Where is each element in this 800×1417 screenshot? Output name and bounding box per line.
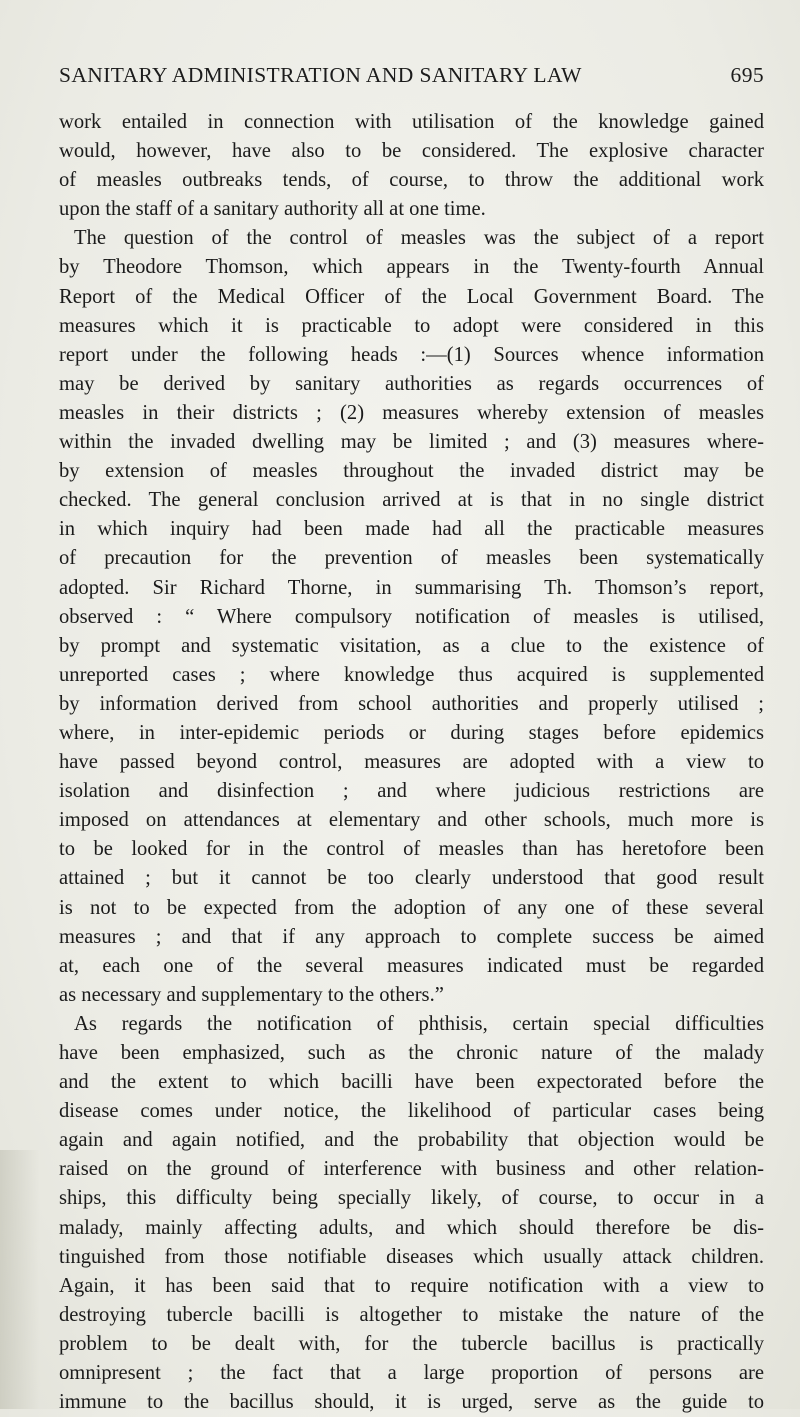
text-line: again and again notified, and the probability that objection would be [59, 1129, 764, 1152]
text-line: as necessary and supplementary to the others.” [59, 983, 444, 1006]
text-line: of measles outbreaks tends, of course, to throw the additional work [59, 169, 764, 192]
text-line: isolation and disinfection ; and where judicious restrictions are [59, 780, 764, 803]
text-line: and the extent to which bacilli have been expectorated before the [59, 1071, 764, 1094]
text-line: by Theodore Thomson, which appears in the Twenty-fourth Annual [59, 256, 764, 279]
text-line: immune to the bacillus should, it is urged, serve as the guide to [59, 1391, 764, 1414]
text-line: where, in inter-epidemic periods or during stages before epidemics [59, 721, 764, 744]
text-line: by extension of measles throughout the invaded district may be [59, 460, 764, 483]
text-line: attained ; but it cannot be too clearly understood that good result [59, 867, 764, 890]
text-line: may be derived by sanitary authorities as regards occurrences of [59, 372, 764, 395]
text-line: Report of the Medical Officer of the Local Government Board. The [59, 285, 764, 308]
running-head [59, 63, 764, 93]
text-line: tinguished from those notifiable diseases which usually attack children. [59, 1245, 764, 1268]
text-line: upon the staff of a sanitary authority all at one time. [59, 198, 486, 221]
text-line: malady, mainly affecting adults, and which should therefore be dis- [59, 1216, 764, 1239]
text-line: measles in their districts ; (2) measures whereby extension of measles [59, 401, 764, 424]
text-line: measures which it is practicable to adopt were considered in this [59, 314, 764, 337]
text-line: is not to be expected from the adoption of any one of these several [59, 896, 764, 919]
text-line: disease comes under notice, the likelihood of particular cases being [59, 1100, 764, 1123]
text-line: measures ; and that if any approach to complete success be aimed [59, 925, 764, 948]
text-line: omnipresent ; the fact that a large proportion of persons are [59, 1362, 764, 1385]
text-line: would, however, have also to be considered. The explosive character [59, 140, 764, 163]
text-line: ships, this difficulty being specially likely, of course, to occur in a [59, 1187, 764, 1210]
text-line: at, each one of the several measures indicated must be regarded [59, 954, 764, 977]
text-line: checked. The general conclusion arrived at is that in no single district [59, 489, 764, 512]
text-line: have been emphasized, such as the chronic nature of the malady [59, 1042, 764, 1064]
text-line: work entailed in connection with utilisation of the knowledge gained [59, 111, 764, 133]
text-line: The question of the control of measles was the subject of a report [74, 227, 764, 250]
text-line: report under the following heads :—(1) Sources whence information [59, 343, 764, 366]
text-line: problem to be dealt with, for the tubercle bacillus is practically [59, 1332, 764, 1355]
text-line: in which inquiry had been made had all the practicable measures [59, 518, 764, 541]
text-line: adopted. Sir Richard Thorne, in summarising Th. Thomson’s report, [59, 576, 764, 599]
text-line: As regards the notification of phthisis, certain special difficulties [74, 1012, 764, 1035]
text-line: by information derived from school authorities and properly utilised ; [59, 692, 764, 715]
page-number: 695 [730, 63, 764, 87]
text-line: have passed beyond control, measures are adopted with a view to [59, 751, 764, 774]
text-line: of precaution for the prevention of measles been systematically [59, 547, 764, 570]
text-line: observed : “ Where compulsory notification of measles is utilised, [59, 605, 764, 628]
text-line: destroying tubercle bacilli is altogether to mistake the nature of the [59, 1303, 764, 1326]
text-line: imposed on attendances at elementary and other schools, much more is [59, 809, 764, 832]
text-line: to be looked for in the control of measles than has heretofore been [59, 838, 764, 861]
text-line: within the invaded dwelling may be limited ; and (3) measures where- [59, 431, 764, 454]
body-text [59, 108, 764, 1417]
running-title: SANITARY ADMINISTRATION AND SANITARY LAW [59, 63, 582, 87]
text-line: Again, it has been said that to require notification with a view to [59, 1274, 764, 1297]
text-line: by prompt and systematic visitation, as a clue to the existence of [59, 634, 764, 657]
text-line: unreported cases ; where knowledge thus acquired is supplemented [59, 663, 764, 686]
text-line: raised on the ground of interference with business and other relation- [59, 1158, 764, 1181]
page-edge-shadow [0, 1150, 40, 1409]
